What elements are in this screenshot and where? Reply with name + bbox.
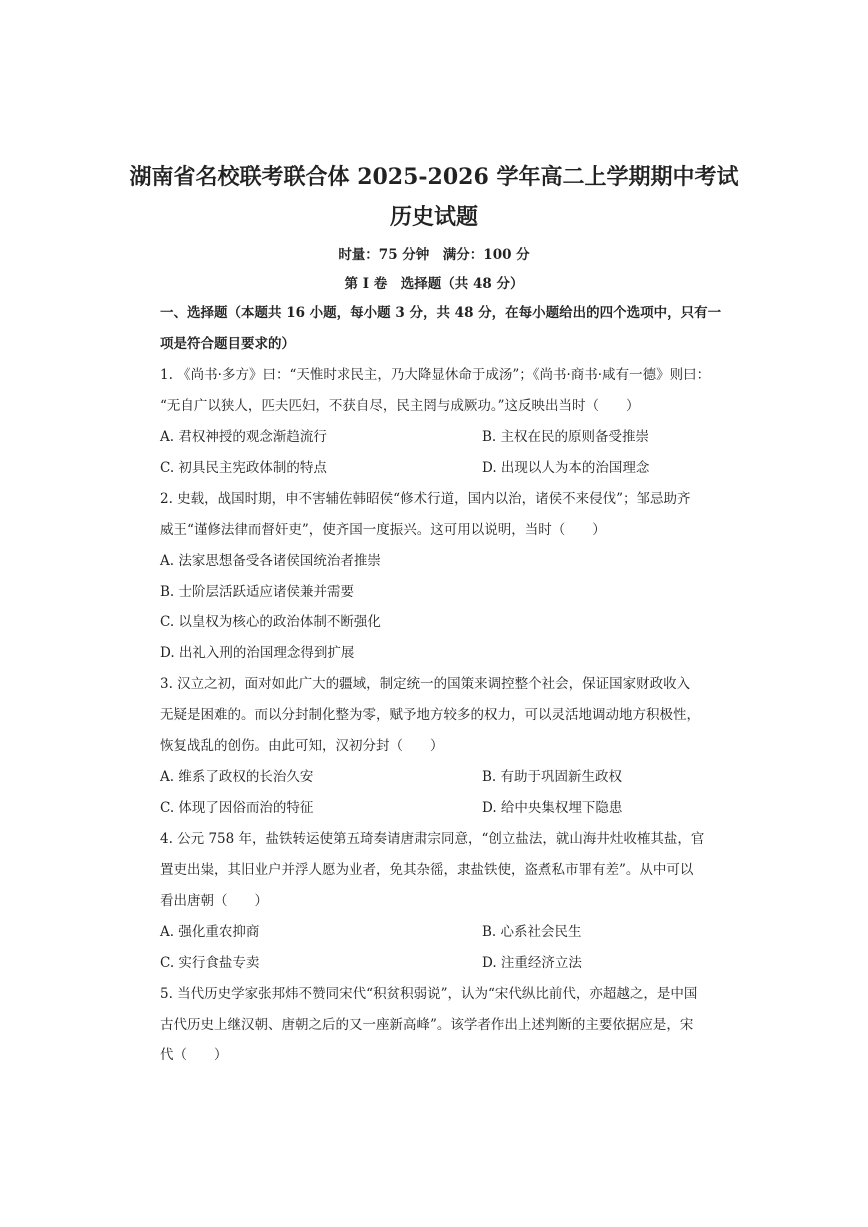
question-3-text: 3. 汉立之初，面对如此广大的疆域，制定统一的国策来调控整个社会，保证国家财政收入 — [160, 676, 691, 692]
question-4-text: 看出唐朝（ ） — [160, 893, 268, 909]
question-3-option-c: C. 体现了因俗而治的特征 — [160, 800, 314, 816]
question-3-text: 恢复战乱的创伤。由此可知，汉初分封（ ） — [160, 738, 444, 754]
question-1-text: 1. 《尚书·多方》曰：“天惟时求民主，乃大降显休命于成汤”；《尚书·商书·咸有一德》则曰： — [160, 367, 711, 383]
question-5-text: 5. 当代历史学家张邦炜不赞同宋代“积贫积弱说”，认为“宋代纵比前代，亦超越之，是中国 — [160, 986, 698, 1002]
question-2-option-c: C. 以皇权为核心的政治体制不断强化 — [160, 614, 381, 630]
question-2-text: 威王“谨修法律而督奸吏”，使齐国一度振兴。这可用以说明，当时（ ） — [160, 522, 606, 538]
question-3-option-b: B. 有助于巩固新生政权 — [482, 769, 623, 785]
question-2-option-d: D. 出礼入刑的治国理念得到扩展 — [160, 645, 355, 661]
exam-info: 时量：75 分钟 满分：100 分 — [338, 247, 530, 263]
subject-title: 历史试题 — [389, 204, 478, 230]
question-1-option-b: B. 主权在民的原则备受推崇 — [482, 429, 650, 445]
question-5-text: 代（ ） — [160, 1047, 228, 1063]
question-2-option-b: B. 士阶层活跃适应诸侯兼并需要 — [160, 584, 355, 600]
section-instructions-cont: 项是符合题目要求的） — [160, 336, 295, 352]
question-1-option-c: C. 初具民主宪政体制的特点 — [160, 460, 327, 476]
question-3-option-d: D. 给中央集权埋下隐患 — [482, 800, 623, 816]
volume-title: 第 I 卷 选择题（共 48 分） — [344, 276, 524, 292]
question-1-option-a: A. 君权神授的观念渐趋流行 — [160, 429, 327, 445]
question-4-option-c: C. 实行食盐专卖 — [160, 955, 260, 971]
question-4-option-b: B. 心系社会民生 — [482, 924, 582, 940]
question-4-text: 4. 公元 758 年，盐铁转运使第五琦奏请唐肃宗同意，“创立盐法，就山海井灶收榷其盐，官 — [160, 831, 705, 847]
question-1-option-d: D. 出现以人为本的治国理念 — [482, 460, 650, 476]
question-4-option-d: D. 注重经济立法 — [482, 955, 582, 971]
question-2-text: 2. 史载，战国时期，申不害辅佐韩昭侯“修术行道，国内以治，诸侯不来侵伐”；邹忌助齐 — [160, 491, 691, 507]
question-5-text: 古代历史上继汉朝、唐朝之后的又一座新高峰”。该学者作出上述判断的主要依据应是，宋 — [160, 1017, 694, 1033]
question-3-text: 无疑是困难的。而以分封制化整为零，赋予地方较多的权力，可以灵活地调动地方积极性， — [160, 707, 700, 723]
question-2-option-a: A. 法家思想备受各诸侯国统治者推崇 — [160, 553, 381, 569]
section-instructions: 一、选择题（本题共 16 小题，每小题 3 分，共 48 分，在每小题给出的四个选项中，只有一 — [160, 305, 722, 321]
question-4-option-a: A. 强化重农抑商 — [160, 924, 260, 940]
question-3-option-a: A. 维系了政权的长治久安 — [160, 769, 314, 785]
question-4-text: 置吏出粜，其旧业户并浮人愿为业者，免其杂徭，隶盐铁使，盗煮私市罪有差”。从中可以 — [160, 862, 694, 878]
question-1-text: “无自广以狭人，匹夫匹妇，不获自尽，民主罔与成厥功。”这反映出当时（ ） — [160, 398, 640, 414]
exam-title: 湖南省名校联考联合体 2025-2026 学年高二上学期期中考试 — [129, 164, 739, 190]
